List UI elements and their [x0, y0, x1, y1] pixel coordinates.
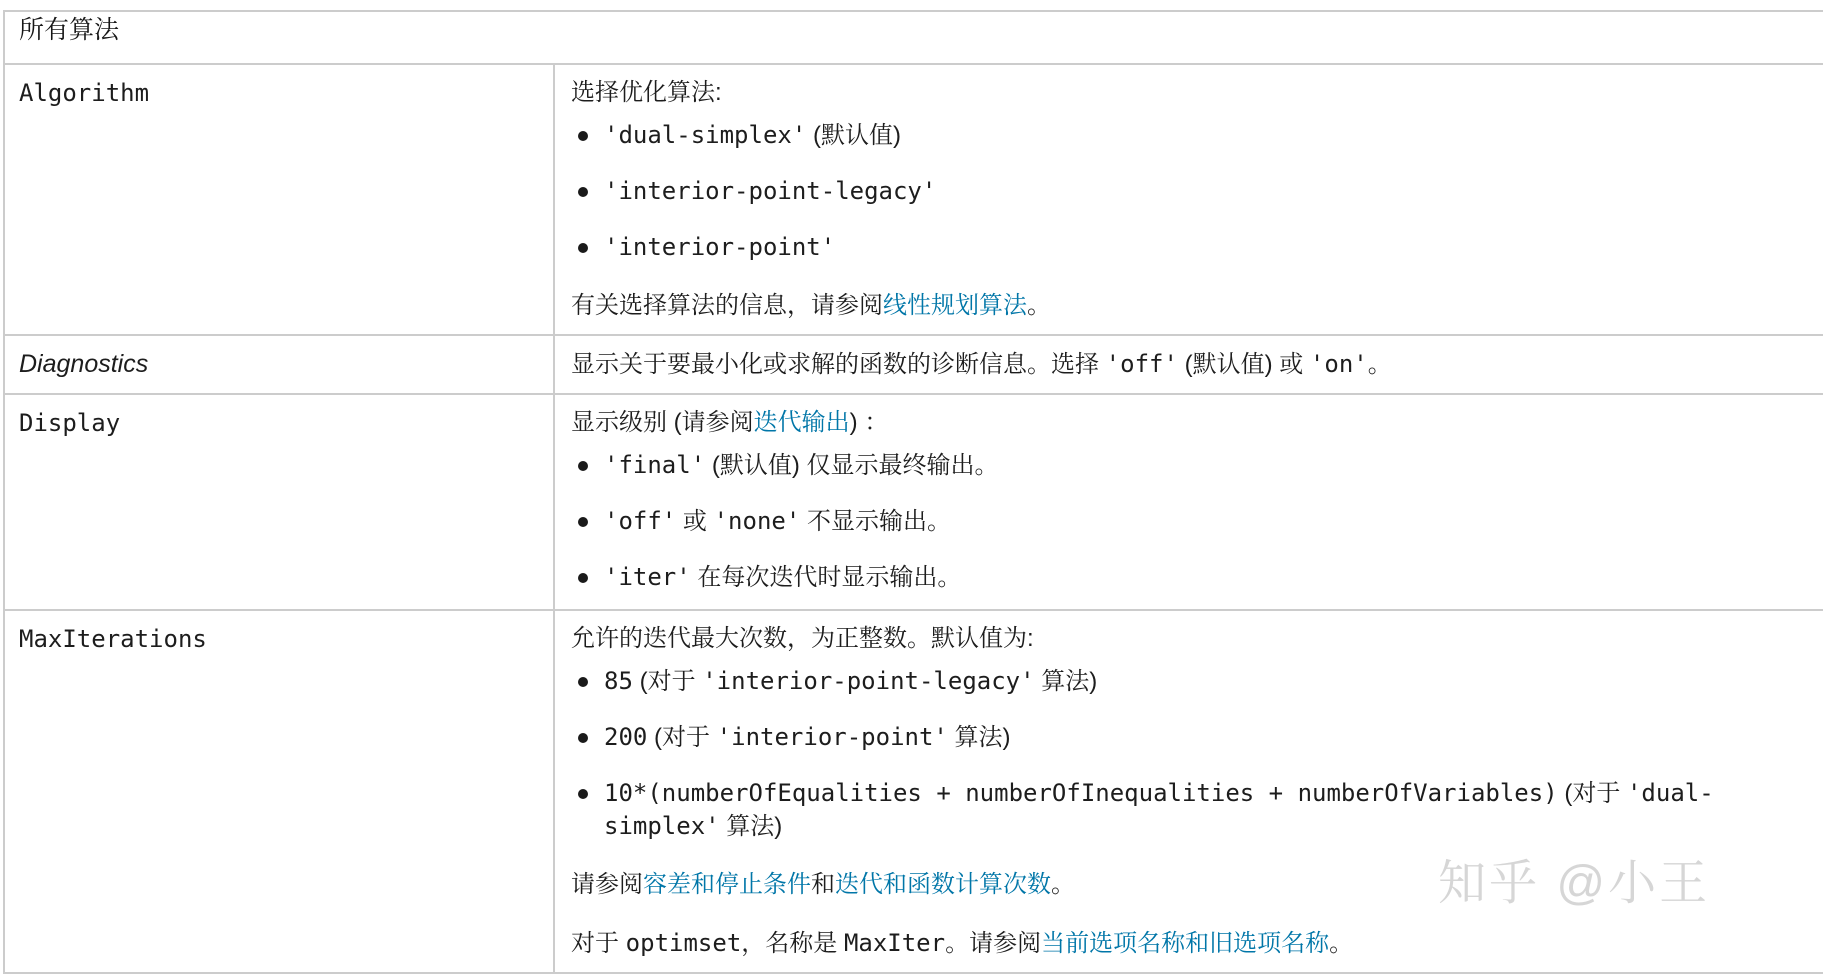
value-list-item: 'off' 或 'none' 不显示输出。	[571, 505, 1746, 538]
option-description-cell	[554, 335, 1823, 394]
value-list-item	[571, 175, 1746, 208]
value-list-item: 85 (对于 'interior-point-legacy' 算法)	[571, 665, 1746, 698]
description-paragraph: 选择优化算法:	[571, 79, 722, 106]
value-list-item: 'final' (默认值) 仅显示最终输出。	[571, 449, 1746, 482]
option-description	[571, 77, 1746, 322]
option-name-cell	[4, 394, 554, 610]
inline-code: 10*(numberOfEqualities + numberOfInequalities + numberOfVariables)	[604, 779, 1558, 807]
option-name: Diagnostics	[19, 350, 149, 378]
description-paragraph: 请参阅容差和停止条件和迭代和函数计算次数。	[571, 871, 1075, 898]
inline-code: 'off'	[604, 507, 677, 535]
option-description	[571, 407, 1746, 594]
description-paragraph: 有关选择算法的信息，请参阅线性规划算法。	[571, 292, 1051, 319]
inline-code: 'dual-simplex'	[604, 121, 807, 149]
watermark: 知乎 @小王	[1438, 857, 1711, 910]
inline-code: 'interior-point'	[716, 723, 948, 751]
inline-code: 'final'	[604, 451, 706, 479]
value-list-item: 200 (对于 'interior-point' 算法)	[571, 721, 1746, 754]
value-list	[571, 449, 1746, 594]
option-name-cell	[4, 335, 554, 394]
inline-code: 'iter'	[604, 563, 691, 591]
table-row	[4, 335, 1823, 394]
description-paragraph: 显示级别 (请参阅迭代输出) ：	[571, 409, 889, 436]
inline-code: 'off'	[1105, 350, 1178, 378]
table-header-row	[4, 11, 1823, 64]
doc-link[interactable]: 迭代输出	[753, 409, 850, 436]
options-table	[3, 10, 1823, 974]
options-table-body	[4, 64, 1823, 973]
inline-code: MaxIter	[843, 929, 946, 957]
value-list-item: 'dual-simplex' (默认值)	[571, 119, 1746, 152]
inline-code: 'interior-point-legacy'	[702, 667, 1035, 695]
option-description-cell	[554, 64, 1823, 335]
value-list-item: 'iter' 在每次迭代时显示输出。	[571, 561, 1746, 594]
inline-code: 85	[604, 667, 633, 695]
inline-code: 'interior-point-legacy'	[604, 177, 937, 205]
option-name-cell	[4, 610, 554, 973]
inline-code: 'on'	[1309, 350, 1368, 378]
doc-link[interactable]: 线性规划算法	[883, 292, 1027, 319]
option-description	[571, 348, 1746, 381]
option-name-cell	[4, 64, 554, 335]
inline-code: 'dual-simplex'	[604, 779, 1714, 840]
inline-code: 200	[604, 723, 648, 751]
value-list	[571, 665, 1746, 843]
doc-link[interactable]: 当前选项名称和旧选项名称	[1041, 930, 1330, 957]
doc-link[interactable]: 迭代和函数计算次数	[835, 871, 1051, 898]
option-name: MaxIterations	[19, 625, 207, 653]
table-row	[4, 610, 1823, 973]
option-name: Algorithm	[19, 79, 150, 107]
table-row	[4, 394, 1823, 610]
value-list-item: 10*(numberOfEqualities + numberOfInequalities + numberOfVariables) (对于 'dual-simplex' 算法)	[571, 777, 1746, 843]
option-description-cell	[554, 610, 1823, 973]
value-list	[571, 119, 1746, 264]
option-name: Display	[19, 409, 121, 437]
inline-code: optimset	[625, 929, 742, 957]
description-paragraph: 显示关于要最小化或求解的函数的诊断信息。选择 'off' (默认值) 或 'on'。	[571, 350, 1392, 378]
option-description-cell	[554, 394, 1823, 610]
table-header: 所有算法	[4, 11, 1823, 64]
description-paragraph: 对于 optimset，名称是 MaxIter。请参阅当前选项名称和旧选项名称。	[571, 929, 1354, 957]
inline-code: 'interior-point'	[604, 233, 836, 261]
inline-code: 'none'	[713, 507, 801, 535]
table-row	[4, 64, 1823, 335]
doc-link[interactable]: 容差和停止条件	[643, 871, 811, 898]
description-paragraph: 允许的迭代最大次数，为正整数。默认值为:	[571, 625, 1034, 652]
value-list-item	[571, 231, 1746, 264]
